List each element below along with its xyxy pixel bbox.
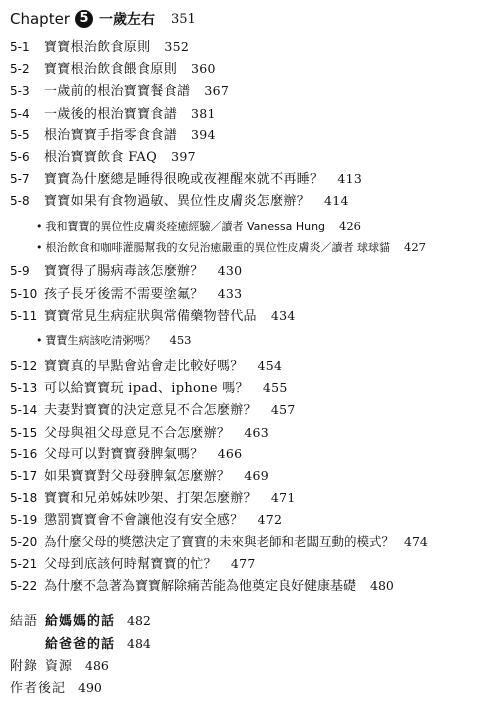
entry-title: 可以給寶寶玩 ipad、iphone 嗎？ xyxy=(44,381,249,396)
endmatter-label: 作者後記 xyxy=(10,681,67,696)
subentry-page: 453 xyxy=(169,333,192,347)
entry-number: 5-13 xyxy=(10,381,38,395)
chapter-word: Chapter xyxy=(10,10,70,28)
toc-subentry xyxy=(36,217,361,235)
entry-number: 5-1 xyxy=(10,40,30,54)
entry-page: 466 xyxy=(217,446,243,461)
entry-number: 5-22 xyxy=(10,579,38,593)
entry-number: 5-5 xyxy=(10,128,30,142)
entry-title: 寶寶真的早點會站會走比較好嗎？ xyxy=(44,359,244,374)
entry-title: 懲罰寶寶會不會讓他沒有安全感？ xyxy=(44,513,244,528)
entry-title: 一歲後的根治寶寶食譜 xyxy=(44,107,178,122)
entry-number: 5-17 xyxy=(10,469,38,483)
entry-title: 父母到底該何時幫寶寶的忙？ xyxy=(44,557,217,572)
entry-title: 父母可以對寶寶發脾氣嗎？ xyxy=(44,447,204,462)
entry-title: 寶寶如果有食物過敏、異位性皮膚炎怎麼辦？ xyxy=(44,194,311,209)
endmatter-entry xyxy=(10,634,151,654)
toc-entry xyxy=(10,37,189,57)
toc-entry xyxy=(10,423,269,443)
entry-title: 如果寶寶對父母發脾氣怎麼辦？ xyxy=(44,469,231,484)
toc-entry xyxy=(10,59,216,79)
entry-title: 孩子長牙後需不需要塗氟？ xyxy=(44,287,204,302)
entry-number: 5-20 xyxy=(10,535,38,549)
toc-entry xyxy=(10,147,196,167)
toc-entry xyxy=(10,466,269,486)
endmatter-label: 結語 xyxy=(10,614,39,629)
endmatter-page: 482 xyxy=(127,613,151,628)
toc-subentry xyxy=(36,331,191,349)
entry-number: 5-11 xyxy=(10,309,38,323)
entry-page: 434 xyxy=(270,308,296,323)
entry-number: 5-12 xyxy=(10,359,38,373)
entry-title: 一歲前的根治寶寶餐食譜 xyxy=(44,84,191,99)
chapter-page: 351 xyxy=(170,11,196,27)
entry-page: 414 xyxy=(324,193,349,208)
entry-page: 477 xyxy=(230,556,256,571)
entry-title: 夫妻對寶寶的決定意見不合怎麼辦？ xyxy=(44,403,257,418)
entry-title: 為什麼父母的獎懲決定了寶寶的未來與老師和老闆互動的模式？ xyxy=(44,534,395,549)
entry-title: 寶寶為什麼總是睡得很晚或夜裡醒來就不再睡？ xyxy=(44,172,324,187)
entry-number: 5-10 xyxy=(10,287,38,301)
entry-page: 469 xyxy=(244,468,269,483)
endmatter-entry xyxy=(10,611,151,631)
entry-number: 5-21 xyxy=(10,557,38,571)
endmatter-entry xyxy=(10,678,102,698)
entry-page: 360 xyxy=(191,61,216,76)
subentry-title: 根治飲食和咖啡灌腸幫我的女兒治癒嚴重的異位性皮膚炎／讀者 球球貓 xyxy=(45,241,390,254)
entry-number: 5-6 xyxy=(10,150,30,164)
entry-page: 394 xyxy=(191,127,216,142)
entry-number: 5-18 xyxy=(10,491,38,505)
entry-number: 5-15 xyxy=(10,426,38,440)
chapter-number-badge: 5 xyxy=(75,10,93,28)
toc-entry xyxy=(10,378,288,398)
bullet-icon: • xyxy=(36,241,43,254)
entry-title: 寶寶和兄弟姊妹吵架、打架怎麼辦？ xyxy=(44,491,257,506)
toc-entry xyxy=(10,284,242,304)
bullet-icon: • xyxy=(36,220,43,233)
entry-title: 根治寶寶飲食 FAQ xyxy=(44,150,158,165)
toc-entry xyxy=(10,400,296,420)
toc-entry xyxy=(10,306,296,326)
chapter-title: 一歲左右 xyxy=(98,12,155,28)
endmatter-page: 486 xyxy=(85,658,109,673)
toc-entry xyxy=(10,81,229,101)
entry-page: 455 xyxy=(262,380,288,395)
endmatter-title: 資源 xyxy=(45,659,74,674)
toc-subentry xyxy=(36,238,426,256)
entry-page: 367 xyxy=(204,83,230,98)
toc-entry xyxy=(10,532,428,552)
entry-page: 472 xyxy=(257,512,283,527)
entry-number: 5-14 xyxy=(10,403,38,417)
entry-title: 父母與祖父母意見不合怎麼辦？ xyxy=(44,426,231,441)
entry-page: 433 xyxy=(217,286,243,301)
endmatter-label: 附錄 xyxy=(10,659,39,674)
subentry-page: 427 xyxy=(404,240,426,254)
toc-entry xyxy=(10,104,216,124)
entry-number: 5-4 xyxy=(10,107,30,121)
entry-number: 5-8 xyxy=(10,194,30,208)
endmatter-page: 484 xyxy=(127,636,151,651)
entry-page: 480 xyxy=(370,578,394,593)
chapter-heading xyxy=(10,8,196,30)
toc-entry xyxy=(10,576,394,596)
entry-title: 寶寶根治飲食餵食原則 xyxy=(44,62,178,77)
entry-page: 413 xyxy=(337,171,363,186)
toc-entry xyxy=(10,554,256,574)
entry-number: 5-7 xyxy=(10,172,30,186)
entry-page: 474 xyxy=(404,534,428,549)
endmatter-entry xyxy=(10,656,109,676)
toc-entry xyxy=(10,191,349,211)
subentry-page: 426 xyxy=(339,219,361,233)
entry-number: 5-16 xyxy=(10,447,38,461)
toc-entry xyxy=(10,510,282,530)
toc-entry xyxy=(10,356,282,376)
entry-page: 463 xyxy=(244,425,269,440)
entry-page: 381 xyxy=(191,106,216,121)
endmatter-title: 給媽媽的話 xyxy=(45,614,116,629)
entry-page: 430 xyxy=(217,263,243,278)
entry-title: 寶寶常見生病症狀與常備藥物替代品 xyxy=(44,309,257,324)
entry-page: 454 xyxy=(257,358,283,373)
entry-number: 5-19 xyxy=(10,513,38,527)
toc-entry xyxy=(10,169,362,189)
entry-page: 457 xyxy=(270,402,296,417)
entry-title: 寶寶根治飲食原則 xyxy=(44,40,151,55)
entry-number: 5-9 xyxy=(10,264,30,278)
bullet-icon: • xyxy=(36,334,43,347)
endmatter-page: 490 xyxy=(78,680,102,695)
entry-title: 為什麼不急著為寶寶解除痛苦能為他奠定良好健康基礎 xyxy=(44,579,357,594)
entry-page: 352 xyxy=(164,39,190,54)
entry-title: 寶寶得了腸病毒該怎麼辦？ xyxy=(44,264,204,279)
toc-entry xyxy=(10,125,216,145)
entry-page: 471 xyxy=(270,490,296,505)
entry-title: 根治寶寶手指零食食譜 xyxy=(44,128,178,143)
entry-number: 5-3 xyxy=(10,84,30,98)
toc-entry xyxy=(10,488,296,508)
entry-page: 397 xyxy=(171,149,196,164)
toc-entry xyxy=(10,261,242,281)
toc-entry xyxy=(10,444,242,464)
entry-number: 5-2 xyxy=(10,62,30,76)
subentry-title: 我和寶寶的異位性皮膚炎痊癒經驗／讀者 Vanessa Hung xyxy=(45,220,326,233)
endmatter-title: 給爸爸的話 xyxy=(45,637,116,652)
subentry-title: 寶寶生病該吃清粥嗎？ xyxy=(45,334,156,347)
